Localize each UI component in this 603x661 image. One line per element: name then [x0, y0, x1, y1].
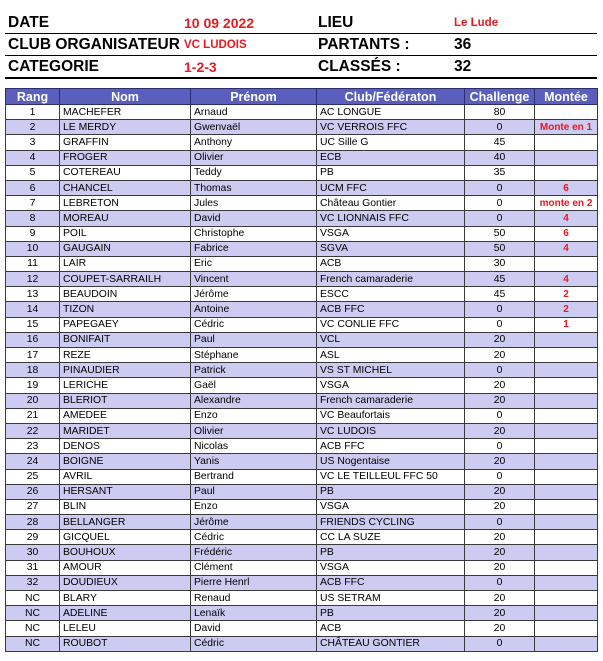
table-row — [6, 636, 598, 651]
cell-nom: DOUDIEUX — [60, 575, 191, 590]
cell-nom: TIZON — [60, 302, 191, 317]
table-row — [6, 348, 598, 363]
col-header-challenge: Challenge — [465, 89, 535, 105]
cell-prenom: Yanis — [191, 454, 317, 469]
table-row — [6, 302, 598, 317]
cell-challenge: 20 — [465, 591, 535, 606]
table-row — [6, 241, 598, 256]
cell-rang: 30 — [6, 545, 60, 560]
cell-prenom: Jules — [191, 196, 317, 211]
cell-club: VSGA — [317, 226, 465, 241]
cell-rang: 27 — [6, 499, 60, 514]
col-header-montee: Montée — [535, 89, 598, 105]
cell-montee — [535, 165, 598, 180]
cell-montee — [535, 256, 598, 271]
cell-rang: NC — [6, 636, 60, 651]
cell-rang: 32 — [6, 575, 60, 590]
cell-challenge: 0 — [465, 196, 535, 211]
header-spacer — [531, 12, 597, 34]
cell-challenge: 20 — [465, 606, 535, 621]
cell-montee — [535, 515, 598, 530]
table-row — [6, 575, 598, 590]
table-row — [6, 332, 598, 347]
cell-rang: 4 — [6, 150, 60, 165]
cell-nom: BLIN — [60, 499, 191, 514]
cell-challenge: 20 — [465, 378, 535, 393]
cell-club: ACB FFC — [317, 302, 465, 317]
cell-rang: 6 — [6, 180, 60, 195]
cell-prenom: Nicolas — [191, 439, 317, 454]
cell-prenom: Cédric — [191, 636, 317, 651]
cell-challenge: 0 — [465, 317, 535, 332]
cell-prenom: Vincent — [191, 272, 317, 287]
cell-prenom: Anthony — [191, 135, 317, 150]
table-row — [6, 180, 598, 195]
cell-club: VSGA — [317, 378, 465, 393]
cell-club: ACB — [317, 621, 465, 636]
cell-montee: 2 — [535, 302, 598, 317]
table-row — [6, 211, 598, 226]
table-row — [6, 287, 598, 302]
cell-rang: 24 — [6, 454, 60, 469]
table-row — [6, 363, 598, 378]
cell-nom: ROUBOT — [60, 636, 191, 651]
cell-nom: LERICHE — [60, 378, 191, 393]
lieu-label: LIEU — [315, 12, 451, 34]
cell-montee — [535, 575, 598, 590]
col-header-prenom: Prénom — [191, 89, 317, 105]
cell-club: AC LONGUE — [317, 105, 465, 120]
cell-rang: 2 — [6, 120, 60, 135]
table-row — [6, 272, 598, 287]
cell-montee — [535, 393, 598, 408]
cell-montee — [535, 439, 598, 454]
cell-challenge: 50 — [465, 226, 535, 241]
table-row — [6, 105, 598, 120]
table-row — [6, 591, 598, 606]
cell-nom: BEAUDOIN — [60, 287, 191, 302]
cell-challenge: 20 — [465, 393, 535, 408]
cell-nom: GAUGAIN — [60, 241, 191, 256]
cell-challenge: 0 — [465, 180, 535, 195]
cell-rang: 22 — [6, 423, 60, 438]
table-row — [6, 499, 598, 514]
cell-rang: 5 — [6, 165, 60, 180]
cell-club: Château Gontier — [317, 196, 465, 211]
cell-montee — [535, 545, 598, 560]
cell-rang: 21 — [6, 408, 60, 423]
cell-nom: BOIGNE — [60, 454, 191, 469]
table-row — [6, 606, 598, 621]
cell-montee — [535, 499, 598, 514]
cell-prenom: Alexandre — [191, 393, 317, 408]
cell-prenom: Enzo — [191, 408, 317, 423]
cell-montee — [535, 484, 598, 499]
cell-nom: PINAUDIER — [60, 363, 191, 378]
table-row — [6, 469, 598, 484]
cell-montee — [535, 135, 598, 150]
cell-prenom: Clément — [191, 560, 317, 575]
club-value: VC LUDOIS — [181, 34, 315, 56]
table-row — [6, 196, 598, 211]
cell-challenge: 0 — [465, 515, 535, 530]
cell-challenge: 80 — [465, 105, 535, 120]
cell-nom: ADELINE — [60, 606, 191, 621]
cell-prenom: Eric — [191, 256, 317, 271]
cell-prenom: David — [191, 211, 317, 226]
categorie-value: 1-2-3 — [181, 56, 315, 79]
cell-rang: 10 — [6, 241, 60, 256]
cell-nom: LAIR — [60, 256, 191, 271]
cell-montee — [535, 105, 598, 120]
cell-club: PB — [317, 545, 465, 560]
table-row — [6, 454, 598, 469]
cell-rang: 19 — [6, 378, 60, 393]
cell-challenge: 20 — [465, 560, 535, 575]
cell-montee: 4 — [535, 272, 598, 287]
cell-challenge: 0 — [465, 439, 535, 454]
cell-rang: 25 — [6, 469, 60, 484]
cell-club: VC LIONNAIS FFC — [317, 211, 465, 226]
cell-nom: COUPET-SARRAILH — [60, 272, 191, 287]
cell-prenom: Enzo — [191, 499, 317, 514]
cell-nom: MARIDET — [60, 423, 191, 438]
categorie-label: CATEGORIE — [5, 56, 181, 79]
col-header-nom: Nom — [60, 89, 191, 105]
table-row — [6, 621, 598, 636]
cell-challenge: 40 — [465, 150, 535, 165]
cell-rang: 3 — [6, 135, 60, 150]
date-label: DATE — [5, 12, 181, 34]
col-header-club: Club/Fédératon — [317, 89, 465, 105]
cell-rang: 13 — [6, 287, 60, 302]
cell-challenge: 0 — [465, 469, 535, 484]
cell-rang: 23 — [6, 439, 60, 454]
cell-club: US SETRAM — [317, 591, 465, 606]
cell-challenge: 20 — [465, 423, 535, 438]
cell-challenge: 20 — [465, 545, 535, 560]
cell-nom: PAPEGAEY — [60, 317, 191, 332]
table-row — [6, 515, 598, 530]
cell-montee — [535, 423, 598, 438]
table-row — [6, 408, 598, 423]
cell-montee — [535, 560, 598, 575]
cell-nom: COTEREAU — [60, 165, 191, 180]
cell-montee — [535, 606, 598, 621]
cell-prenom: Bertrand — [191, 469, 317, 484]
cell-prenom: Jérôme — [191, 287, 317, 302]
cell-challenge: 0 — [465, 575, 535, 590]
cell-nom: BLERIOT — [60, 393, 191, 408]
cell-montee — [535, 530, 598, 545]
cell-nom: MACHEFER — [60, 105, 191, 120]
cell-club: VCL — [317, 332, 465, 347]
cell-challenge: 0 — [465, 302, 535, 317]
cell-prenom: Antoine — [191, 302, 317, 317]
header-spacer — [531, 34, 597, 56]
partants-value: 36 — [451, 34, 531, 56]
cell-nom: BLARY — [60, 591, 191, 606]
cell-club: ACB FFC — [317, 439, 465, 454]
cell-nom: LEBRETON — [60, 196, 191, 211]
table-row — [6, 150, 598, 165]
cell-challenge: 20 — [465, 332, 535, 347]
cell-montee — [535, 332, 598, 347]
cell-challenge: 0 — [465, 211, 535, 226]
cell-montee: monte en 2 — [535, 196, 598, 211]
cell-club: VC CONLIE FFC — [317, 317, 465, 332]
cell-club: VC LE TEILLEUL FFC 50 — [317, 469, 465, 484]
cell-montee — [535, 621, 598, 636]
cell-nom: HERSANT — [60, 484, 191, 499]
cell-prenom: Gaël — [191, 378, 317, 393]
cell-rang: 11 — [6, 256, 60, 271]
cell-prenom: Cédric — [191, 530, 317, 545]
cell-club: CHÂTEAU GONTIER — [317, 636, 465, 651]
cell-club: ASL — [317, 348, 465, 363]
cell-rang: 26 — [6, 484, 60, 499]
cell-rang: 29 — [6, 530, 60, 545]
cell-club: VC LUDOIS — [317, 423, 465, 438]
cell-nom: GRAFFIN — [60, 135, 191, 150]
cell-nom: DENOS — [60, 439, 191, 454]
cell-montee — [535, 348, 598, 363]
cell-challenge: 45 — [465, 272, 535, 287]
cell-rang: 31 — [6, 560, 60, 575]
cell-nom: AVRIL — [60, 469, 191, 484]
cell-club: ACB FFC — [317, 575, 465, 590]
table-row — [6, 484, 598, 499]
cell-challenge: 20 — [465, 454, 535, 469]
cell-challenge: 20 — [465, 348, 535, 363]
cell-rang: 1 — [6, 105, 60, 120]
cell-prenom: Paul — [191, 332, 317, 347]
cell-nom: BOUHOUX — [60, 545, 191, 560]
cell-rang: 9 — [6, 226, 60, 241]
cell-club: UCM FFC — [317, 180, 465, 195]
cell-nom: BONIFAIT — [60, 332, 191, 347]
cell-prenom: Frédéric — [191, 545, 317, 560]
results-body — [6, 105, 598, 652]
cell-club: VC VERROIS FFC — [317, 120, 465, 135]
table-row — [6, 530, 598, 545]
cell-rang: 14 — [6, 302, 60, 317]
cell-rang: 28 — [6, 515, 60, 530]
table-row — [6, 439, 598, 454]
cell-montee — [535, 408, 598, 423]
cell-club: UC Sille G — [317, 135, 465, 150]
cell-prenom: Olivier — [191, 150, 317, 165]
cell-montee — [535, 378, 598, 393]
cell-nom: POIL — [60, 226, 191, 241]
cell-rang: NC — [6, 591, 60, 606]
cell-challenge: 0 — [465, 363, 535, 378]
cell-montee — [535, 454, 598, 469]
cell-nom: GICQUEL — [60, 530, 191, 545]
cell-challenge: 20 — [465, 499, 535, 514]
results-header-row — [6, 89, 598, 105]
cell-prenom: Jérôme — [191, 515, 317, 530]
cell-club: VSGA — [317, 560, 465, 575]
cell-club: VSGA — [317, 499, 465, 514]
cell-nom: AMOUR — [60, 560, 191, 575]
header-spacer — [531, 56, 597, 79]
table-row — [6, 393, 598, 408]
cell-nom: AMEDEE — [60, 408, 191, 423]
cell-prenom: Thomas — [191, 180, 317, 195]
cell-club: PB — [317, 484, 465, 499]
cell-montee — [535, 591, 598, 606]
cell-prenom: Pierre Henrl — [191, 575, 317, 590]
cell-club: ACB — [317, 256, 465, 271]
cell-rang: 12 — [6, 272, 60, 287]
cell-club: French camaraderie — [317, 272, 465, 287]
cell-nom: BELLANGER — [60, 515, 191, 530]
lieu-value: Le Lude — [451, 12, 531, 34]
cell-rang: 7 — [6, 196, 60, 211]
table-row — [6, 226, 598, 241]
cell-prenom: Stéphane — [191, 348, 317, 363]
col-header-rang: Rang — [6, 89, 60, 105]
cell-prenom: David — [191, 621, 317, 636]
cell-prenom: Fabrice — [191, 241, 317, 256]
cell-rang: 15 — [6, 317, 60, 332]
cell-club: PB — [317, 606, 465, 621]
cell-prenom: Christophe — [191, 226, 317, 241]
cell-prenom: Paul — [191, 484, 317, 499]
cell-club: VS ST MICHEL — [317, 363, 465, 378]
cell-club: ESCC — [317, 287, 465, 302]
club-label: CLUB ORGANISATEUR — [5, 34, 181, 56]
cell-challenge: 30 — [465, 256, 535, 271]
table-row — [6, 165, 598, 180]
cell-challenge: 20 — [465, 484, 535, 499]
partants-label: PARTANTS : — [315, 34, 451, 56]
cell-montee: 2 — [535, 287, 598, 302]
cell-challenge: 50 — [465, 241, 535, 256]
cell-challenge: 45 — [465, 135, 535, 150]
cell-challenge: 0 — [465, 408, 535, 423]
cell-rang: 20 — [6, 393, 60, 408]
table-row — [6, 423, 598, 438]
date-value: 10 09 2022 — [181, 12, 315, 34]
cell-challenge: 20 — [465, 621, 535, 636]
cell-rang: NC — [6, 606, 60, 621]
cell-rang: 16 — [6, 332, 60, 347]
cell-montee: 4 — [535, 241, 598, 256]
cell-nom: LELEU — [60, 621, 191, 636]
cell-prenom: Renaud — [191, 591, 317, 606]
cell-prenom: Patrick — [191, 363, 317, 378]
table-row — [6, 378, 598, 393]
cell-montee: 6 — [535, 180, 598, 195]
cell-montee — [535, 363, 598, 378]
cell-montee — [535, 150, 598, 165]
cell-rang: 17 — [6, 348, 60, 363]
classes-label: CLASSÉS : — [315, 56, 451, 79]
cell-challenge: 20 — [465, 530, 535, 545]
cell-prenom: Olivier — [191, 423, 317, 438]
cell-club: FRIENDS CYCLING — [317, 515, 465, 530]
cell-rang: 18 — [6, 363, 60, 378]
cell-challenge: 0 — [465, 120, 535, 135]
cell-nom: MOREAU — [60, 211, 191, 226]
cell-montee: 4 — [535, 211, 598, 226]
cell-prenom: Gwenvaël — [191, 120, 317, 135]
table-row — [6, 135, 598, 150]
cell-club: SGVA — [317, 241, 465, 256]
cell-club: ECB — [317, 150, 465, 165]
cell-club: US Nogentaise — [317, 454, 465, 469]
cell-nom: CHANCEL — [60, 180, 191, 195]
cell-montee: Monte en 1 — [535, 120, 598, 135]
cell-montee: 6 — [535, 226, 598, 241]
cell-nom: FROGER — [60, 150, 191, 165]
cell-prenom: Arnaud — [191, 105, 317, 120]
results-table — [5, 88, 598, 652]
cell-montee: 1 — [535, 317, 598, 332]
cell-nom: REZE — [60, 348, 191, 363]
cell-prenom: Cédric — [191, 317, 317, 332]
table-row — [6, 560, 598, 575]
table-row — [6, 545, 598, 560]
cell-rang: NC — [6, 621, 60, 636]
cell-montee — [535, 636, 598, 651]
cell-challenge: 0 — [465, 636, 535, 651]
cell-prenom: Lenaïk — [191, 606, 317, 621]
cell-challenge: 35 — [465, 165, 535, 180]
cell-club: CC LA SUZE — [317, 530, 465, 545]
cell-club: PB — [317, 165, 465, 180]
cell-club: French camaraderie — [317, 393, 465, 408]
cell-prenom: Teddy — [191, 165, 317, 180]
classes-value: 32 — [451, 56, 531, 79]
cell-club: VC Beaufortais — [317, 408, 465, 423]
race-info-header — [5, 12, 597, 79]
table-row — [6, 120, 598, 135]
cell-rang: 8 — [6, 211, 60, 226]
table-row — [6, 256, 598, 271]
cell-challenge: 45 — [465, 287, 535, 302]
cell-montee — [535, 469, 598, 484]
cell-nom: LE MERDY — [60, 120, 191, 135]
table-row — [6, 317, 598, 332]
